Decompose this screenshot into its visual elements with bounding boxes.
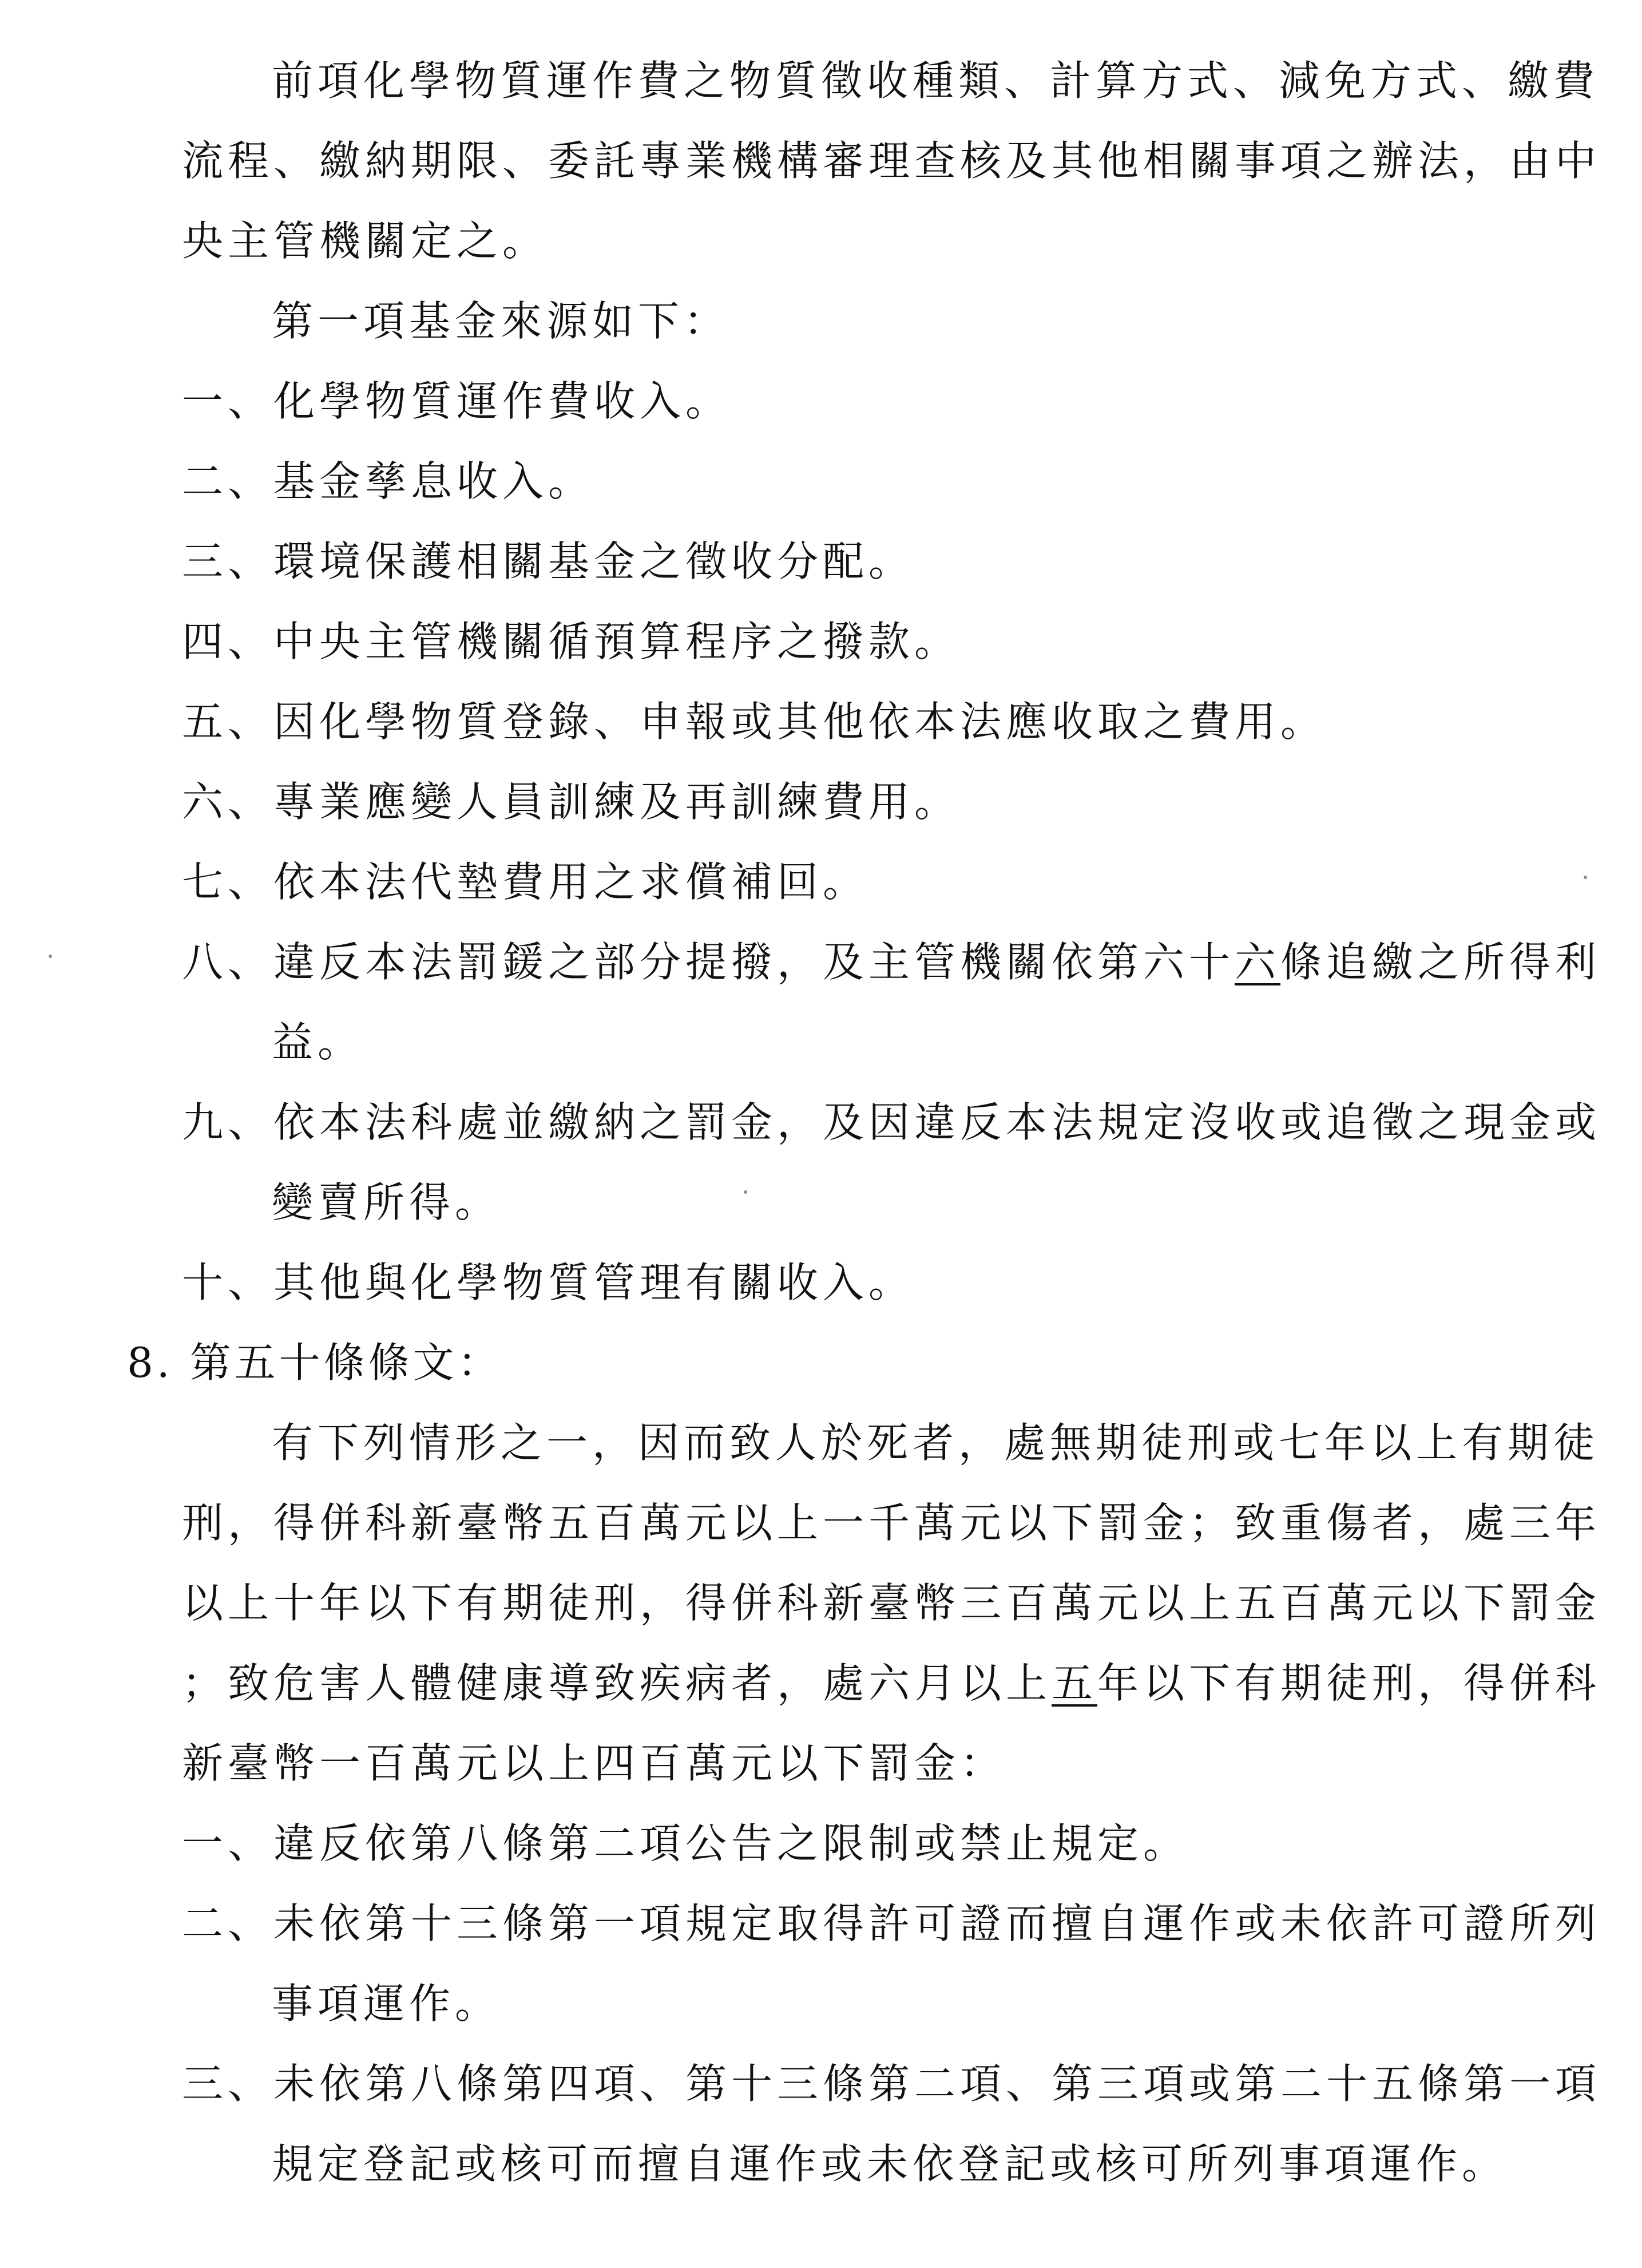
list-marker: 一、 — [182, 377, 274, 425]
article-paragraph-line: 有下列情形之一，因而致人於死者，處無期徒刑或七年以上有期徒 — [272, 1419, 1600, 1467]
list-marker: 四、 — [182, 618, 274, 666]
list-item-text: 未依第八條第四項、第十三條第二項、第三項或第二十五條第一項 — [273, 2060, 1601, 2108]
list-marker: 二、 — [182, 457, 274, 505]
scan-speck — [1584, 876, 1587, 879]
fund-source-item — [182, 938, 1601, 986]
paragraph-text: ；致危害人體健康導致疾病者，處六月以上 — [182, 1659, 1052, 1707]
list-item-text: 專業應變人員訓練及再訓練費用。 — [273, 778, 961, 826]
list-item-text: 違反本法罰鍰之部分提撥，及主管機關依第六十 — [273, 938, 1235, 986]
list-marker: 三、 — [182, 537, 274, 585]
list-marker: 三、 — [182, 2060, 274, 2108]
list-marker: 九、 — [182, 1098, 274, 1146]
fund-source-item — [182, 778, 961, 826]
fund-source-item — [182, 1098, 1601, 1146]
list-item-text: 中央主管機關循預算程序之撥款。 — [273, 618, 961, 666]
article-paragraph-line — [182, 1659, 1601, 1707]
fund-source-item — [182, 1258, 915, 1307]
section-heading: 8. 第五十條條文： — [127, 1339, 502, 1387]
paragraph-1-line-2: 流程、繳納期限、委託專業機構審理查核及其他相關事項之辦法，由中 — [182, 137, 1601, 185]
list-item-continuation: 變賣所得。 — [272, 1178, 501, 1226]
article-list-item — [182, 2060, 1601, 2108]
list-item-text: 依本法科處並繳納之罰金，及因違反本法規定沒收或追徵之現金或 — [273, 1098, 1601, 1146]
paragraph-text: 年以下有期徒刑，得併科 — [1097, 1659, 1601, 1707]
fund-source-item — [182, 537, 915, 585]
fund-source-item — [182, 618, 961, 666]
scan-speck — [744, 1190, 747, 1194]
fund-source-item — [182, 858, 869, 906]
paragraph-2-line-1: 第一項基金來源如下： — [272, 297, 730, 345]
list-item-text: 化學物質運作費收入。 — [273, 377, 732, 425]
article-list-item — [182, 1819, 1189, 1867]
list-item-text: 其他與化學物質管理有關收入。 — [273, 1258, 915, 1307]
list-item-text: 依本法代墊費用之求償補回。 — [273, 858, 869, 906]
list-item-text: 違反依第八條第二項公告之限制或禁止規定。 — [273, 1819, 1189, 1867]
list-marker: 七、 — [182, 858, 274, 906]
paragraph-1-line-1: 前項化學物質運作費之物質徵收種類、計算方式、減免方式、繳費 — [272, 57, 1600, 105]
list-marker: 一、 — [182, 1819, 274, 1867]
article-paragraph-line: 以上十年以下有期徒刑，得併科新臺幣三百萬元以上五百萬元以下罰金 — [182, 1579, 1601, 1627]
list-marker: 六、 — [182, 778, 274, 826]
list-item-text: 條追繳之所得利 — [1280, 938, 1601, 986]
article-paragraph-line: 刑，得併科新臺幣五百萬元以上一千萬元以下罰金；致重傷者，處三年 — [182, 1499, 1601, 1547]
list-marker: 二、 — [182, 1899, 274, 1948]
list-item-continuation: 事項運作。 — [272, 1980, 501, 2028]
list-item-continuation: 益。 — [272, 1018, 364, 1066]
fund-source-item — [182, 377, 732, 425]
fund-source-item — [182, 698, 1327, 746]
fund-source-item — [182, 457, 594, 505]
list-marker: 十、 — [182, 1258, 274, 1307]
paragraph-1-line-3: 央主管機關定之。 — [182, 217, 549, 265]
list-marker: 五、 — [182, 698, 274, 746]
amended-text: 六 — [1235, 938, 1281, 986]
list-marker: 八、 — [182, 938, 274, 986]
article-list-item — [182, 1899, 1601, 1948]
list-item-text: 基金孳息收入。 — [273, 457, 594, 505]
list-item-text: 環境保護相關基金之徵收分配。 — [273, 537, 915, 585]
list-item-text: 未依第十三條第一項規定取得許可證而擅自運作或未依許可證所列 — [273, 1899, 1601, 1948]
amended-text: 五 — [1052, 1659, 1098, 1707]
list-item-continuation: 規定登記或核可而擅自運作或未依登記或核可所列事項運作。 — [272, 2140, 1508, 2188]
article-paragraph-line: 新臺幣一百萬元以上四百萬元以下罰金： — [182, 1739, 1006, 1787]
scan-speck — [49, 955, 52, 958]
list-item-text: 因化學物質登錄、申報或其他依本法應收取之費用。 — [273, 698, 1327, 746]
